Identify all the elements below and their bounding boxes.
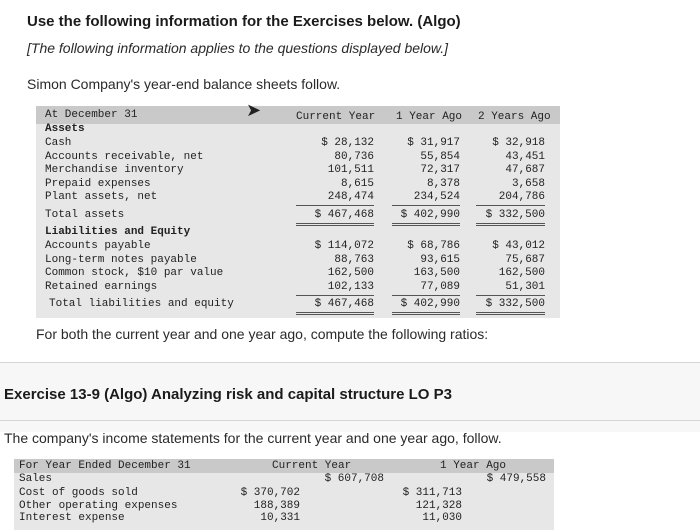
cell-1y: 234,524: [413, 191, 460, 203]
row-label: Cash: [45, 137, 72, 149]
row-label: Accounts payable: [45, 240, 151, 252]
total-double-rule: [296, 312, 374, 315]
liabilities-heading: Liabilities and Equity: [45, 226, 191, 238]
cell-2y: 47,687: [505, 164, 545, 176]
cell-current: $ 28,132: [321, 137, 374, 149]
subtotal-rule: [392, 295, 460, 296]
cell-current: 10,331: [260, 512, 300, 524]
cell-2y: 162,500: [498, 267, 545, 279]
total-assets-2y: $ 332,500: [485, 209, 545, 221]
section-divider: [0, 362, 700, 363]
row-label: Common stock, $10 par value: [45, 267, 224, 279]
cell-current: 102,133: [327, 281, 374, 293]
row-label: Other operating expenses: [19, 500, 178, 512]
subtotal-rule: [296, 205, 374, 206]
cell-current: 8,615: [340, 178, 374, 190]
header-label: For Year Ended December 31: [19, 460, 191, 472]
exercise-title: Exercise 13-9 (Algo) Analyzing risk and capital structure LO P3: [4, 386, 452, 403]
sales-1y: $ 479,558: [486, 473, 546, 485]
row-label: Accounts receivable, net: [45, 151, 204, 163]
subtotal-rule: [476, 205, 545, 206]
row-label: Prepaid expenses: [45, 178, 151, 190]
intro-note: [The following information applies to the questions displayed below.]: [27, 40, 449, 56]
total-double-rule: [296, 223, 374, 226]
header-current-year: Current Year: [272, 460, 352, 472]
header-current-year: Current Year: [296, 111, 376, 123]
row-label: Retained earnings: [45, 281, 158, 293]
total-double-rule: [392, 312, 460, 315]
subtotal-rule: [392, 205, 460, 206]
cell-current: $ 114,072: [314, 240, 374, 252]
row-label: Long-term notes payable: [45, 254, 197, 266]
cell-1y: 11,030: [422, 512, 462, 524]
cell-1y: $ 68,786: [407, 240, 460, 252]
cell-1y: $ 311,713: [402, 487, 462, 499]
sales-current: $ 607,708: [324, 473, 384, 485]
cell-current: $ 370,702: [240, 487, 300, 499]
subtotal-rule: [476, 295, 545, 296]
cell-1y: 72,317: [420, 164, 460, 176]
cell-current: 80,736: [334, 151, 374, 163]
total-assets-current: $ 467,468: [314, 209, 374, 221]
row-label: Cost of goods sold: [19, 487, 138, 499]
total-liabilities-2y: $ 332,500: [485, 298, 545, 310]
total-double-rule: [476, 223, 545, 226]
intro-heading: Use the following information for the Exercises below. (Algo): [27, 13, 461, 30]
total-liabilities-1y: $ 402,990: [400, 298, 460, 310]
cell-2y: 43,451: [505, 151, 545, 163]
intro-lead: Simon Company's year-end balance sheets follow.: [27, 76, 341, 92]
cell-2y: 51,301: [505, 281, 545, 293]
total-assets-1y: $ 402,990: [400, 209, 460, 221]
cell-current: 162,500: [327, 267, 374, 279]
sales-label: Sales: [19, 473, 53, 485]
cell-2y: $ 32,918: [492, 137, 545, 149]
exercise-lead: The company's income statements for the current year and one year ago, follow.: [4, 430, 502, 446]
row-label: Interest expense: [19, 512, 125, 524]
cell-2y: 75,687: [505, 254, 545, 266]
header-label: At December 31: [45, 109, 138, 121]
section-divider: [0, 420, 700, 421]
cell-current: 188,389: [253, 500, 300, 512]
cell-current: 88,763: [334, 254, 374, 266]
header-1-year-ago: 1 Year Ago: [440, 460, 507, 472]
header-2-years-ago: 2 Years Ago: [478, 111, 551, 123]
header-1-year-ago: 1 Year Ago: [396, 111, 463, 123]
cell-2y: 204,786: [498, 191, 545, 203]
total-double-rule: [476, 312, 545, 315]
cell-1y: 163,500: [413, 267, 460, 279]
row-label: Plant assets, net: [45, 191, 158, 203]
total-double-rule: [392, 223, 460, 226]
cell-1y: 8,378: [426, 178, 460, 190]
cell-1y: 77,089: [420, 281, 460, 293]
row-label: Merchandise inventory: [45, 164, 184, 176]
cell-1y: 121,328: [415, 500, 462, 512]
total-assets-label: Total assets: [45, 209, 125, 221]
total-liabilities-label: Total liabilities and equity: [49, 298, 234, 310]
cell-1y: 93,615: [420, 254, 460, 266]
cell-1y: $ 31,917: [407, 137, 460, 149]
cell-current: 101,511: [327, 164, 374, 176]
cell-2y: 3,658: [511, 178, 545, 190]
cursor-pointer-icon: ➤: [246, 100, 262, 120]
ratios-prompt: For both the current year and one year ago, compute the following ratios:: [36, 326, 489, 342]
cell-2y: $ 43,012: [492, 240, 545, 252]
assets-heading: Assets: [45, 123, 85, 135]
total-liabilities-current: $ 467,468: [314, 298, 374, 310]
cell-current: 248,474: [327, 191, 374, 203]
subtotal-rule: [296, 295, 374, 296]
cell-1y: 55,854: [420, 151, 460, 163]
